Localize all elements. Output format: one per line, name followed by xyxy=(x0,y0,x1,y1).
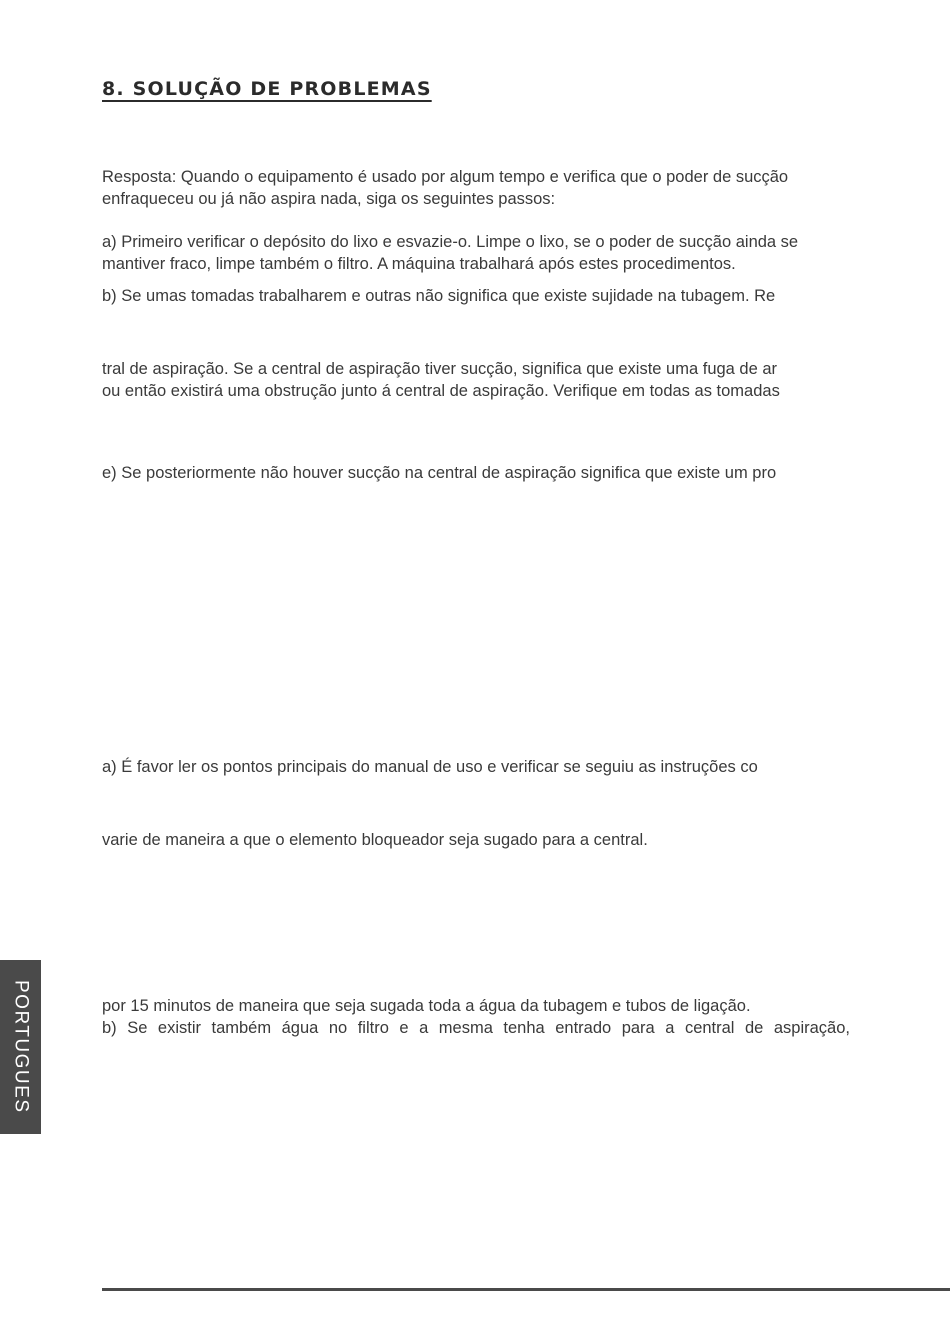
text-line: b) Se existir também água no filtro e a mesma tenha entrado para a central de aspiração, xyxy=(102,1019,850,1037)
paragraph-water-suction xyxy=(102,995,850,1039)
paragraph-response-intro xyxy=(102,166,850,210)
paragraph-step-e-no-suction xyxy=(102,462,850,484)
paragraph-blocking-element xyxy=(102,829,850,851)
language-label: PORTUGUES xyxy=(10,980,32,1114)
paragraph-central-suction xyxy=(102,358,850,402)
paragraph-step-a-manual xyxy=(102,756,850,778)
footer-divider xyxy=(102,1288,950,1291)
text-line: a) É favor ler os pontos principais do manual de uso e verificar se seguiu as instruções co xyxy=(102,758,758,776)
paragraph-step-b-outlets xyxy=(102,285,850,307)
text-line: ou então existirá uma obstrução junto á central de aspiração. Verifique em todas as tomadas xyxy=(102,382,780,400)
language-side-tab xyxy=(0,960,41,1134)
text-line: Resposta: Quando o equipamento é usado por algum tempo e verifica que o poder de sucção xyxy=(102,168,789,186)
text-line: mantiver fraco, limpe também o filtro. A máquina trabalhará após estes procedimentos. xyxy=(102,255,736,273)
paragraph-step-a-deposit xyxy=(102,231,850,275)
text-line: varie de maneira a que o elemento bloqueador seja sugado para a central. xyxy=(102,831,648,849)
text-line: tral de aspiração. Se a central de aspiração tiver sucção, significa que existe uma fuga de ar xyxy=(102,360,778,378)
text-line: b) Se umas tomadas trabalharem e outras não significa que existe sujidade na tubagem. Re xyxy=(102,287,776,305)
text-line: por 15 minutos de maneira que seja sugada toda a água da tubagem e tubos de ligação. xyxy=(102,997,751,1015)
text-line: e) Se posteriormente não houver sucção na central de aspiração significa que existe um pro xyxy=(102,464,777,482)
text-line: a) Primeiro verificar o depósito do lixo e esvazie-o. Limpe o lixo, se o poder de sucção ainda se xyxy=(102,233,799,251)
text-line: enfraqueceu ou já não aspira nada, siga os seguintes passos: xyxy=(102,190,556,208)
page-title: 8. SOLUÇÃO DE PROBLEMAS xyxy=(102,78,432,100)
